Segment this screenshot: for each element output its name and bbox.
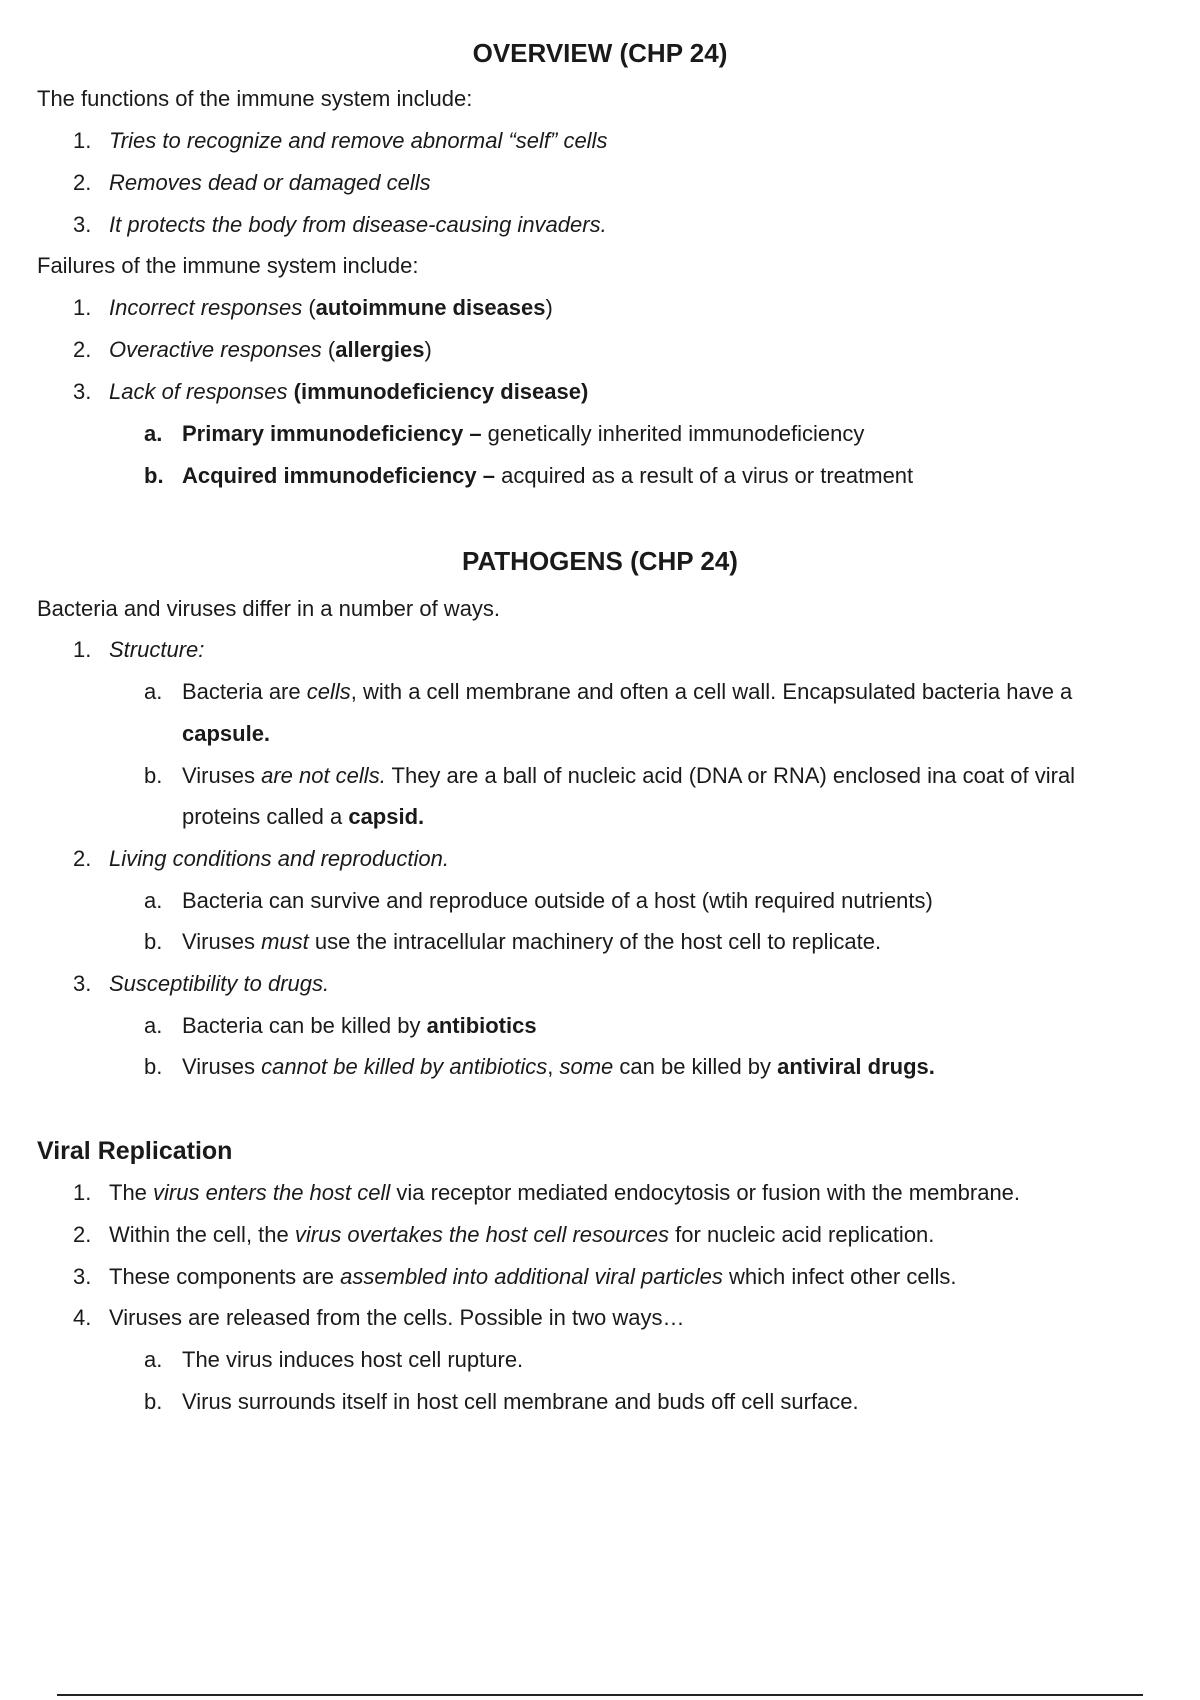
failures-intro: Failures of the immune system include: <box>37 253 419 278</box>
failure-item: 3. Lack of responses (immunodeficiency disease) <box>73 379 589 404</box>
failure-item: 2. Overactive responses (allergies) <box>73 337 432 362</box>
living-item: 2. Living conditions and reproduction. <box>73 846 450 871</box>
structure-sub-b-continuation: proteins called a capsid. <box>182 804 425 829</box>
living-sub-a: a. Bacteria can survive and reproduce outside of a host (wtih required nutrients) <box>144 888 933 913</box>
pathogens-intro: Bacteria and viruses differ in a number of ways. <box>37 596 501 621</box>
viral-sub-item: a. The virus induces host cell rupture. <box>144 1347 524 1372</box>
viral-replication-heading: Viral Replication <box>37 1137 233 1165</box>
drugs-item: 3. Susceptibility to drugs. <box>73 971 330 996</box>
viral-step: 4. Viruses are released from the cells. Possible in two ways… <box>73 1305 685 1330</box>
failure-item: 1. Incorrect responses (autoimmune diseases) <box>73 295 553 320</box>
living-sub-b: b. Viruses must use the intracellular machinery of the host cell to replicate. <box>144 929 882 954</box>
drugs-sub-a: a. Bacteria can be killed by antibiotics <box>144 1013 537 1038</box>
function-item: 2. Removes dead or damaged cells <box>73 170 431 195</box>
structure-item: 1. Structure: <box>73 637 205 662</box>
structure-sub-b: b. Viruses are not cells. They are a ball of nucleic acid (DNA or RNA) enclosed ina coat of viral <box>144 763 1076 788</box>
viral-step: 1. The virus enters the host cell via receptor mediated endocytosis or fusion with the membrane. <box>73 1180 1021 1205</box>
viral-step: 2. Within the cell, the virus overtakes the host cell resources for nucleic acid replication. <box>73 1222 935 1247</box>
failure-sub-item: a. Primary immunodeficiency – genetically inherited immunodeficiency <box>144 421 865 446</box>
viral-step: 3. These components are assembled into additional viral particles which infect other cells. <box>73 1264 957 1289</box>
function-item: 3. It protects the body from disease-causing invaders. <box>73 212 607 237</box>
drugs-sub-b: b. Viruses cannot be killed by antibiotics, some can be killed by antiviral drugs. <box>144 1054 935 1079</box>
structure-sub-a: a. Bacteria are cells, with a cell membrane and often a cell wall. Encapsulated bacteria have a <box>144 679 1073 704</box>
structure-sub-a-continuation: capsule. <box>182 721 271 746</box>
viral-sub-item: b. Virus surrounds itself in host cell membrane and buds off cell surface. <box>144 1389 859 1414</box>
functions-intro: The functions of the immune system include: <box>37 86 473 111</box>
failure-sub-item: b. Acquired immunodeficiency – acquired as a result of a virus or treatment <box>144 463 914 488</box>
overview-title: OVERVIEW (CHP 24) <box>472 38 728 68</box>
function-item: 1. Tries to recognize and remove abnormal “self” cells <box>73 128 608 153</box>
footer-divider <box>57 1694 1143 1696</box>
pathogens-title: PATHOGENS (CHP 24) <box>462 546 738 576</box>
